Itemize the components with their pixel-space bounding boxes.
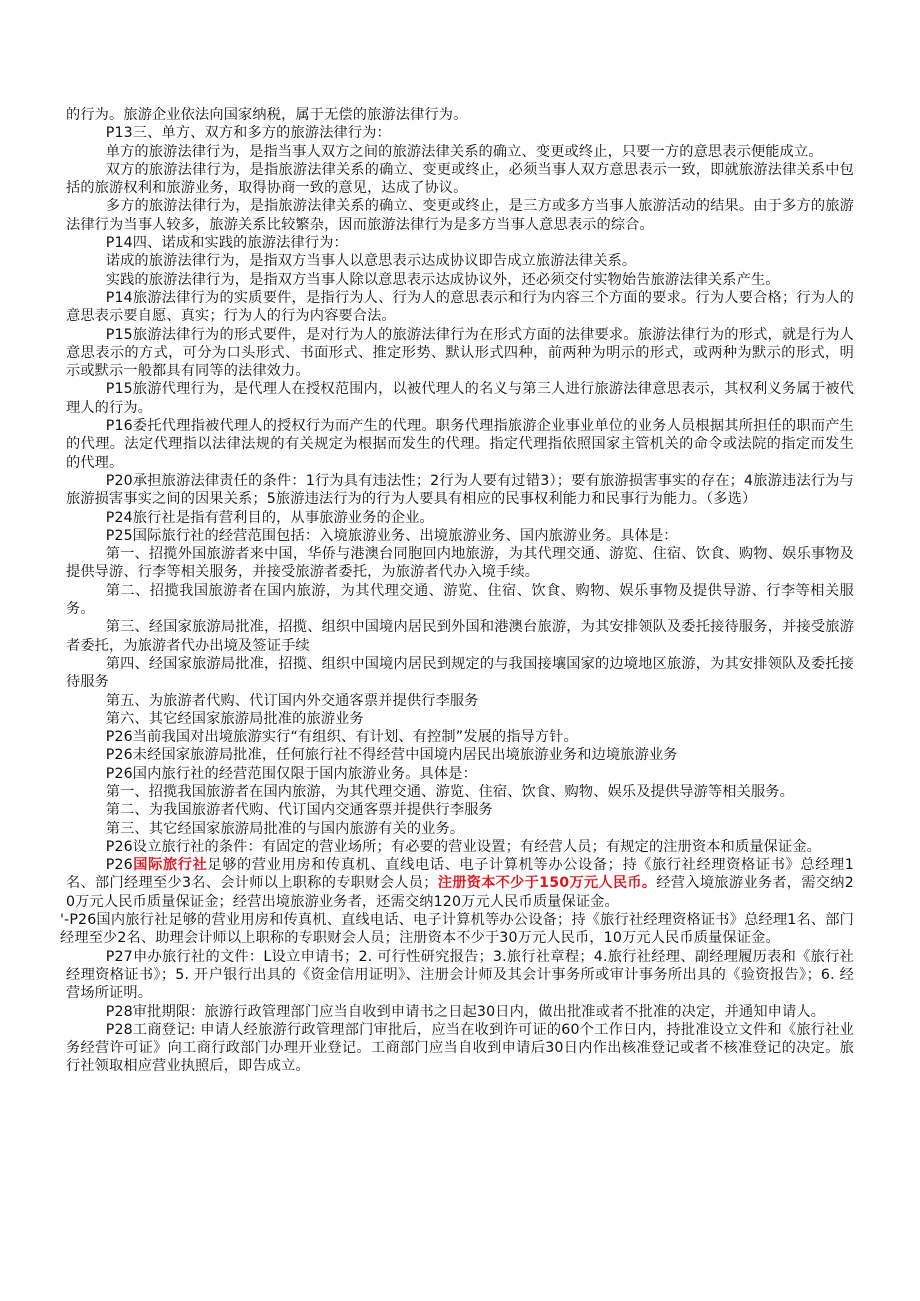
paragraph: 的行为。旅游企业依法向国家纳税，属于无偿的旅游法律行为。 <box>66 107 468 123</box>
text-block-top <box>66 106 854 856</box>
paragraph: P26国内旅行社的经营范围仅限于国内旅游业务。具体是： <box>105 765 477 782</box>
paragraph: P15旅游代理行为，是代理人在授权范围内，以被代理人的名义与第三人进行旅游法律意思表示，其权利义务属于被代理人的行为。 <box>66 381 854 416</box>
paragraph: P27申办旅行社的文件：L设立申请书；2. 可行性研究报告；3.旅行社章程；4.旅行社经理、副经理履历表和《旅行社经理资格证书》；5. 开户银行出具的《资金信用证明》、注册会计师及其会计事务所或审计事务所出具的《验资报告》；6. 经营场所证明。 <box>66 948 854 1002</box>
paragraph: P26当前我国对出境旅游实行“有组织、有计划、有控制”发展的指导方针。 <box>105 729 578 746</box>
paragraph: 第一、招揽我国旅游者在国内旅游，为其代理交通、游览、住宿、饮食、购物、娱乐及提供导游等相关服务。 <box>105 783 794 800</box>
paragraph: P25国际旅行社的经营范围包括：入境旅游业务、出境旅游业务、国内旅游业务。具体是： <box>105 527 678 544</box>
paragraph: '-P26国内旅行社足够的营业用房和传真机、直线电话、电子计算机等办公设备；持《旅行社经理资格证书》总经理1名、部门经理至少2名、助理会计师以上职称的专职财会人员；注册资本不少于30万元人民币，10万元人民币质量保证金。 <box>60 912 854 947</box>
paragraph: P13三、单方、双方和多方的旅游法律行为： <box>105 125 391 142</box>
paragraph: 双方的旅游法律行为，是指旅游法律关系的确立、变更或终止，必须当事人双方意思表示一致，即就旅游法律关系中包括的旅游权利和旅游业务，取得协商一致的意见，达成了协议。 <box>66 161 854 197</box>
paragraph: 第六、其它经国家旅游局批准的旅游业务 <box>105 710 364 727</box>
paragraph: P28工商登记: 申请人经旅游行政管理部门审批后，应当在收到许可证的60个工作日内，持批准设立文件和《旅行社业务经营许可证》向工商行政部门办理开业登记。工商部门应当自收到申请后30日内作出核准登记或者不核准登记的决定。旅行社领取相应营业执照后，即告成立。 <box>66 1021 854 1075</box>
p26-prefix: P26 <box>105 857 133 874</box>
highlight-registered-capital: 注册资本不少于150万元人民币。 <box>437 875 657 892</box>
p26-middle-text: 足够的营业用房和传真机、直线电话、电子计算机等办公设备；持《旅行社经理资格证书》总经理1名、部门经理至少3名、会计师以上职称的专职财会人员； <box>66 857 854 892</box>
paragraph: 实践的旅游法律行为，是指双方当事人除以意思表示达成协议外，还必须交付实物始告旅游法律关系产生。 <box>105 271 780 288</box>
highlight-international-agency: 国际旅行社 <box>132 857 208 874</box>
paragraph-p26-international-agency <box>66 856 854 911</box>
paragraph: P20承担旅游法律责任的条件：1行为具有违法性；2行为人要有过错3）；要有旅游损害事实的存在；4旅游违法行为与旅游损害事实之间的因果关系；5旅游违法行为的行为人要具有相应的民事权利能力和民事行为能力。（多选） <box>66 472 854 508</box>
paragraph: P28审批期限：旅游行政管理部门应当自收到申请书之日起30日内，做出批准或者不批准的决定，并通知申请人。 <box>105 1003 826 1020</box>
p26-tail-text: 经营入境旅游业务者，需交纳20万元人民币质量保证金；经营出境旅游业务者，还需交纳120万元人民币质量保证金。 <box>66 875 854 910</box>
paragraph: 第四、经国家旅游局批准，招揽、组织中国境内居民到规定的与我国接壤国家的边境地区旅游，为其安排领队及委托接待服务 <box>66 655 854 691</box>
paragraph: 第二、为我国旅游者代购、代订国内交通客票并提供行李服务 <box>105 802 493 819</box>
paragraph: P24旅行社是指有营利目的，从事旅游业务的企业。 <box>105 509 434 526</box>
paragraph: 第五、为旅游者代购、代订国内外交通客票并提供行李服务 <box>105 692 479 709</box>
paragraph: 第三、其它经国家旅游局批准的与国内旅游有关的业务。 <box>105 820 465 837</box>
paragraph: P15旅游法律行为的形式要件，是对行为人的旅游法律行为在形式方面的法律要求。旅游法律行为的形式，就是行为人意思表示的方式，可分为口头形式、书面形式、推定形势、默认形式四种，前两种为明示的形式，或两种为默示的形式，明示或默示一般都具有同等的法律效力。 <box>66 326 854 380</box>
paragraph: 第二、招揽我国旅游者在国内旅游，为其代理交通、游览、住宿、饮食、购物、娱乐事物及提供导游、行李等相关服务。 <box>66 582 854 618</box>
text-block-bottom <box>60 911 854 1076</box>
paragraph: 单方的旅游法律行为，是指当事人双方之间的旅游法律关系的确立、变更或终止，只要一方的意思表示便能成立。 <box>105 143 823 160</box>
paragraph: P26未经国家旅游局批准，任何旅行社不得经营中国境内居民出境旅游业务和边境旅游业务 <box>105 747 678 764</box>
paragraph: 多方的旅游法律行为，是指旅游法律关系的确立、变更或终止，是三方或多方当事人旅游活动的结果。由于多方的旅游法律行为当事人较多，旅游关系比较繁杂，因而旅游法律行为是多方当事人意思表示的综合。 <box>66 198 854 233</box>
paragraph: P14旅游法律行为的实质要件，是指行为人、行为人的意思表示和行为内容三个方面的要求。行为人要合格；行为人的意思表示要自愿、真实；行为人的行为内容要合法。 <box>66 289 854 325</box>
paragraph: 第一、招揽外国旅游者来中国，华侨与港澳台同胞回内地旅游，为其代理交通、游览、住宿、饮食、购物、娱乐事物及提供导游、行李等相关服务，并接受旅游者委托，为旅游者代办入境手续。 <box>66 546 854 581</box>
paragraph: 第三、经国家旅游局批准，招揽、组织中国境内居民到外国和港澳台旅游，为其安排领队及委托接待服务，并接受旅游者委托，为旅游者代办出境及签证手续 <box>66 619 854 654</box>
paragraph: P26设立旅行社的条件：有固定的营业场所；有必要的营业设置；有经营人员；有规定的注册资本和质量保证金。 <box>105 838 822 855</box>
paragraph: P16委托代理指被代理人的授权行为而产生的代理。职务代理指旅游企业事业单位的业务人员根据其所担任的职而产生的代理。法定代理指以法律法规的有关规定为根据而发生的代理。指定代理指依照国家主管机关的命令或法院的指定而发生的代理。 <box>66 418 854 471</box>
paragraph: 诺成的旅游法律行为，是指双方当事人以意思表示达成协议即告成立旅游法律关系。 <box>105 253 637 270</box>
paragraph: P14四、诺成和实践的旅游法律行为： <box>105 235 348 252</box>
